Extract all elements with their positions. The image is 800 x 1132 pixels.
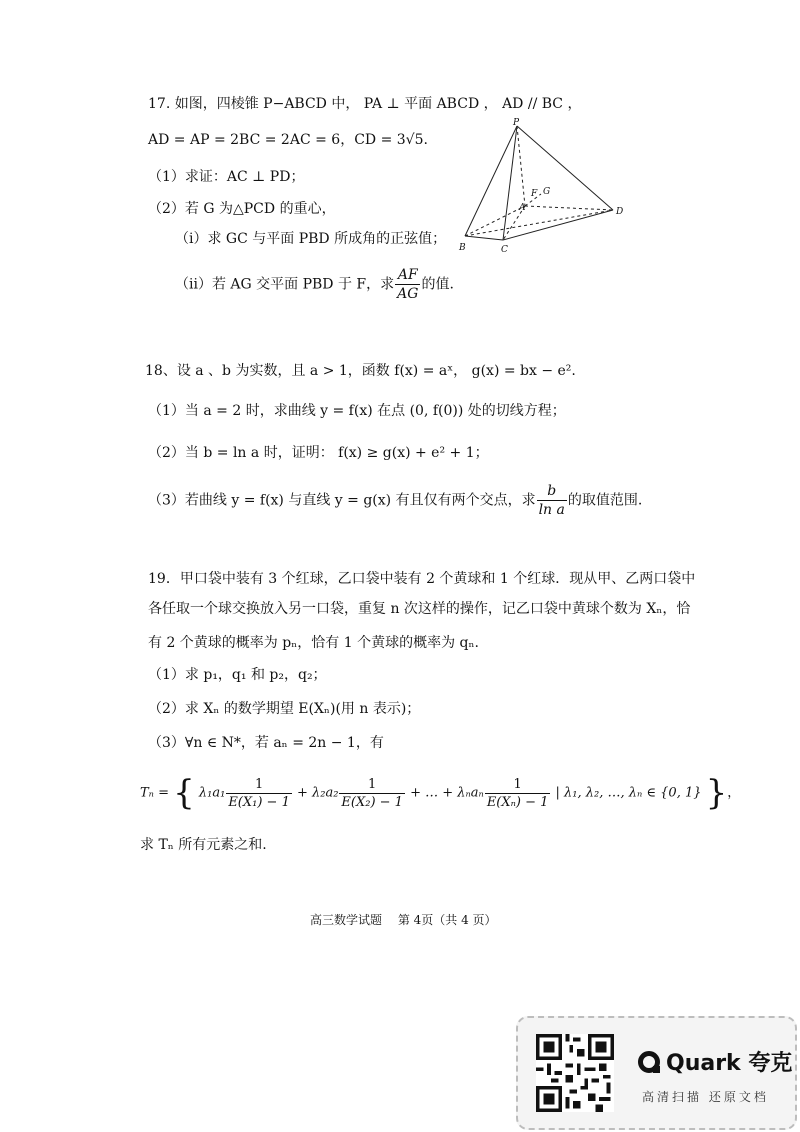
p19-part2: （2）求 Xₙ 的数学期望 E(Xₙ)(用 n 表示)； — [148, 701, 421, 717]
p19-line3: 有 2 个黄球的概率为 pₙ，恰有 1 个黄球的概率为 qₙ. — [148, 635, 480, 651]
qr-code-icon — [536, 1034, 614, 1112]
term2-den: E(X₂) − 1 — [341, 794, 403, 810]
label-a: A — [519, 203, 526, 213]
p17-part2i: （i）求 GC 与平面 PBD 所成角的正弦值； — [175, 231, 447, 247]
quark-logo-icon — [638, 1051, 660, 1073]
label-d: D — [616, 207, 624, 217]
quark-watermark — [516, 1016, 797, 1130]
p17-part2ii-suffix: 的值. — [421, 276, 454, 293]
term2-num: 1 — [339, 778, 405, 794]
term1-num: 1 — [226, 778, 292, 794]
set-condition: | λ₁, λ₂, …, λₙ ∈ {0, 1} — [555, 785, 702, 801]
pyramid-figure — [455, 118, 630, 258]
p18-frac-den: ln a — [538, 502, 565, 518]
term2-fraction — [339, 778, 405, 809]
term-ellipsis: + … + λₙaₙ — [410, 785, 484, 801]
edge-ba — [465, 206, 525, 236]
p19-part3: （3）∀n ∈ N*，若 aₙ = 2n − 1，有 — [148, 735, 384, 751]
p17-part2ii — [175, 268, 454, 301]
p17-af-ag-fraction — [395, 268, 420, 301]
p17-line1: 17. 如图，四棱锥 P−ABCD 中， PA ⊥ 平面 ABCD ， AD // BC ， — [148, 96, 582, 112]
edge-pb — [465, 126, 517, 236]
formula-closing: ， — [727, 785, 741, 801]
term1-den: E(X₁) − 1 — [228, 794, 290, 810]
p17-part1: （1）求证：AC ⊥ PD； — [148, 169, 305, 185]
p18-frac-num: b — [537, 484, 567, 501]
p18-part3-suffix: 的取值范围. — [567, 492, 643, 509]
termn-den: E(Xₙ) − 1 — [486, 794, 549, 810]
quark-brand: Quark 夸克 — [666, 1051, 793, 1076]
label-b: B — [459, 243, 466, 253]
p17-part2ii-prefix: （ii）若 AG 交平面 PBD 于 F，求 — [175, 276, 395, 293]
quark-tagline: 高清扫描 还原文档 — [642, 1090, 769, 1104]
edge-pa — [517, 126, 525, 206]
label-p: P — [513, 118, 520, 128]
p19-set-formula — [140, 773, 741, 813]
edge-bc — [465, 236, 503, 240]
p19-part1: （1）求 p₁，q₁ 和 p₂，q₂； — [148, 667, 327, 683]
page-footer: 高三数学试题 第 4页（共 4 页） — [310, 913, 497, 927]
p19-line1: 19．甲口袋中装有 3 个红球，乙口袋中装有 2 个黄球和 1 个红球．现从甲、乙两口袋中 — [148, 571, 696, 587]
termn-fraction — [485, 778, 551, 809]
label-c: C — [501, 245, 508, 255]
quark-logo — [638, 1046, 792, 1077]
edge-bd — [465, 210, 613, 236]
left-brace: { — [173, 773, 195, 813]
right-brace: } — [705, 773, 728, 813]
p17-frac-den: AG — [397, 286, 419, 302]
p19-line2: 各任取一个球交换放入另一口袋，重复 n 次这样的操作，记乙口袋中黄球个数为 Xₙ，恰 — [148, 601, 691, 617]
p19-last: 求 Tₙ 所有元素之和. — [140, 837, 267, 853]
qr-code — [536, 1034, 614, 1112]
p18-b-lna-fraction — [537, 484, 567, 517]
label-f: F — [531, 189, 538, 199]
p17-part2: （2）若 G 为△PCD 的重心， — [148, 201, 336, 217]
p17-line2: AD = AP = 2BC = 2AC = 6，CD = 3√5. — [148, 132, 428, 148]
term2-coef: + λ₂a₂ — [296, 785, 339, 801]
term1-coef: λ₁a₁ — [198, 785, 226, 801]
edge-ad — [525, 206, 613, 210]
p17-frac-num: AF — [395, 268, 420, 285]
t-lhs: Tₙ = — [140, 785, 169, 801]
p18-part2: （2）当 b = ln a 时，证明： f(x) ≥ g(x) + e² + 1； — [148, 445, 489, 461]
edge-cd — [503, 210, 613, 240]
p18-part3 — [148, 484, 642, 517]
p18-part1: （1）当 a = 2 时，求曲线 y = f(x) 在点 (0, f(0)) 处的切线方程； — [148, 403, 566, 419]
termn-num: 1 — [485, 778, 551, 794]
edge-pc — [503, 126, 517, 240]
p18-part3-prefix: （3）若曲线 y = f(x) 与直线 y = g(x) 有且仅有两个交点，求 — [148, 492, 536, 509]
label-g: G — [543, 187, 551, 197]
term1-fraction — [226, 778, 292, 809]
p18-line1: 18、设 a 、b 为实数，且 a > 1，函数 f(x) = aˣ， g(x) = bx − e². — [145, 363, 576, 379]
